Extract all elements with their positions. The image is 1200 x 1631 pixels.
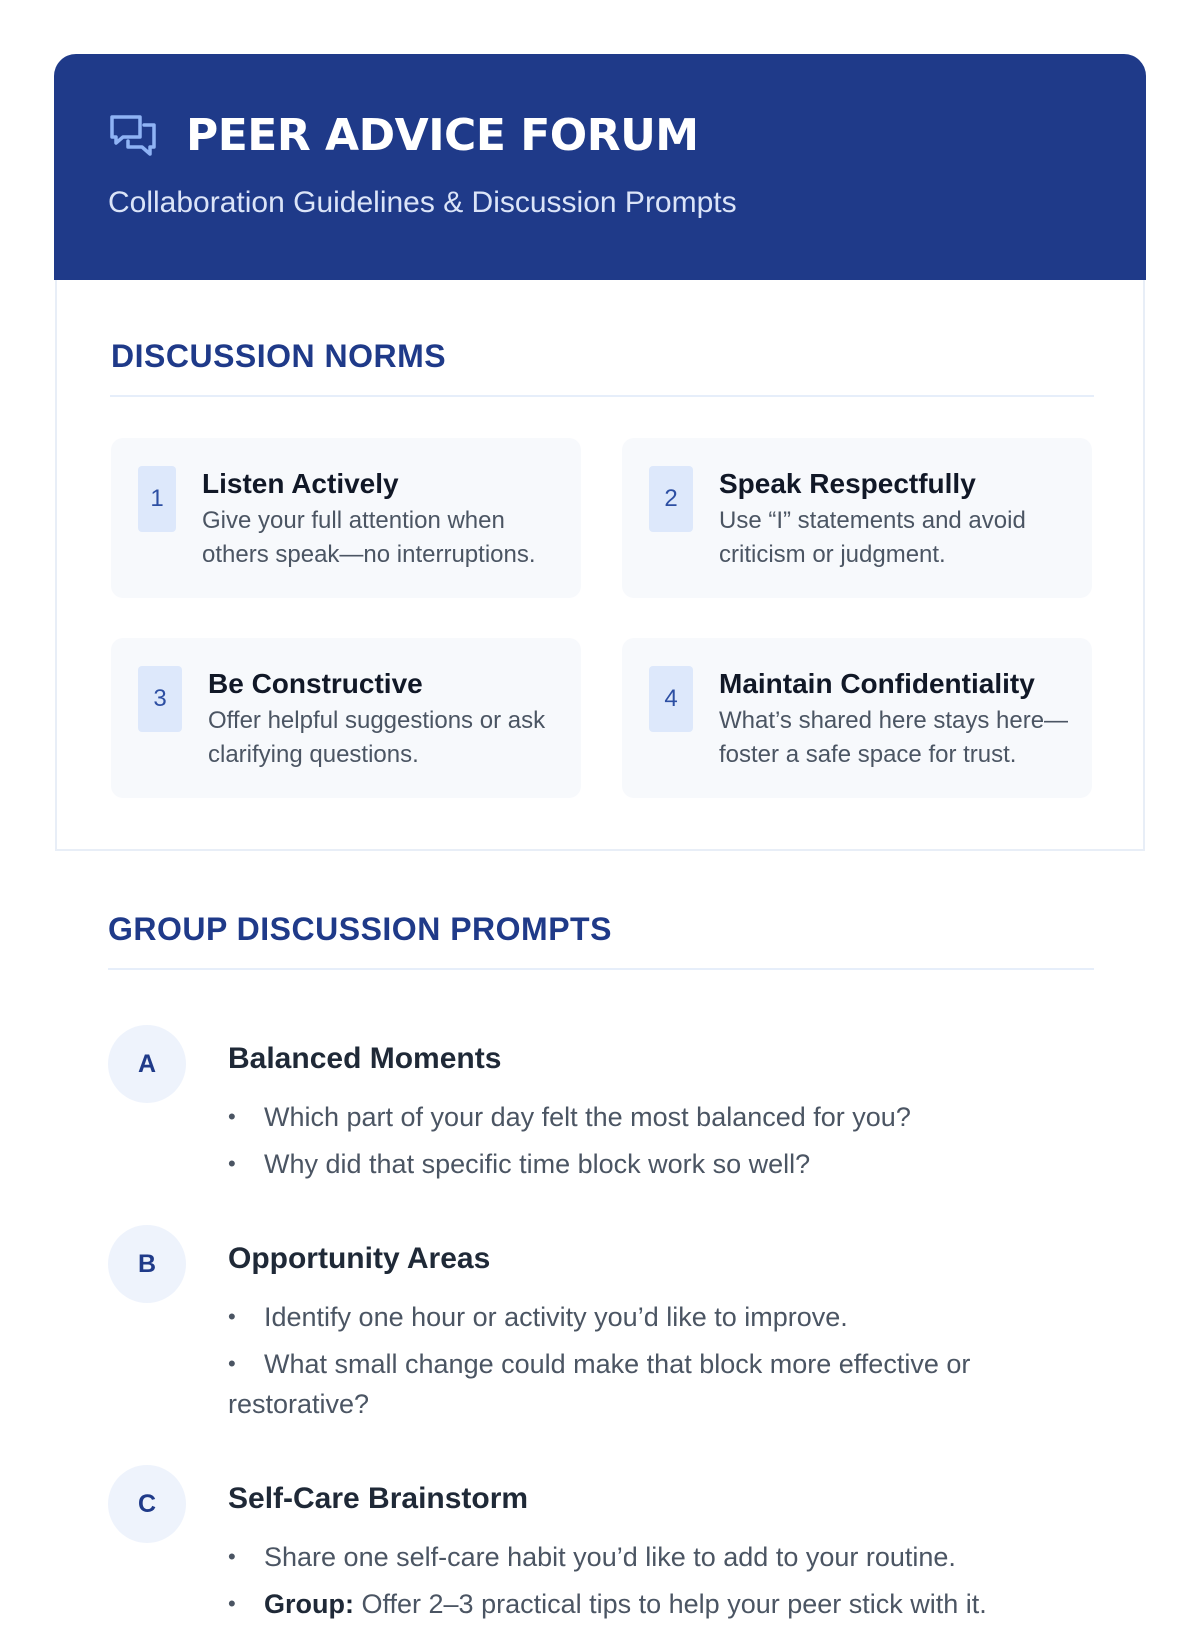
norm-card [622, 638, 1092, 798]
chat-bubbles-icon [108, 111, 158, 161]
page-subtitle: Collaboration Guidelines & Discussion Prompts [108, 186, 737, 219]
prompt-title: Balanced Moments [228, 1042, 502, 1075]
page-title: PEER ADVICE FORUM [186, 110, 699, 161]
norm-number-badge: 3 [138, 666, 182, 732]
prompt-questions [228, 1297, 1058, 1431]
norm-card [111, 438, 581, 598]
prompt-question: • Group: Offer 2–3 practical tips to help your peer stick with it. [228, 1584, 1058, 1624]
prompt-question: • Why did that specific time block work so well? [228, 1144, 1058, 1184]
prompt-question: • What small change could make that block more effective or restorative? [228, 1344, 1058, 1424]
page-header [54, 54, 1146, 280]
norms-divider [110, 395, 1094, 397]
norm-title: Listen Actively [202, 468, 399, 499]
prompt-question: • Which part of your day felt the most balanced for you? [228, 1097, 1058, 1137]
group-label: Group: [264, 1589, 354, 1619]
prompt-questions [228, 1097, 1058, 1191]
prompt-letter-badge: A [108, 1025, 186, 1103]
norm-number-badge: 1 [138, 466, 176, 532]
norm-title: Speak Respectfully [719, 468, 976, 499]
norm-card [622, 438, 1092, 598]
norm-card [111, 638, 581, 798]
prompt-questions [228, 1537, 1058, 1631]
prompts-heading: GROUP DISCUSSION PROMPTS [108, 911, 612, 947]
prompts-divider [108, 968, 1094, 970]
prompt-question: • Share one self-care habit you’d like to add to your routine. [228, 1537, 1058, 1577]
header-title-row [108, 110, 699, 161]
norm-description: Offer helpful suggestions or ask clarifying questions. [208, 707, 546, 768]
prompt-title: Opportunity Areas [228, 1242, 491, 1275]
prompt-question: • Identify one hour or activity you’d like to improve. [228, 1297, 1058, 1337]
norm-description: Give your full attention when others speak—no interruptions. [202, 507, 536, 568]
norm-description: Use “I” statements and avoid criticism or judgment. [719, 507, 1026, 568]
norm-title: Maintain Confidentiality [719, 668, 1035, 699]
prompt-letter-badge: C [108, 1465, 186, 1543]
norms-heading: DISCUSSION NORMS [111, 338, 447, 374]
prompt-title: Self-Care Brainstorm [228, 1482, 529, 1515]
norm-title: Be Constructive [208, 668, 423, 699]
norm-number-badge: 2 [649, 466, 693, 532]
prompt-letter-badge: B [108, 1225, 186, 1303]
norm-description: What’s shared here stays here—foster a safe space for trust. [719, 707, 1069, 768]
norm-number-badge: 4 [649, 666, 693, 732]
